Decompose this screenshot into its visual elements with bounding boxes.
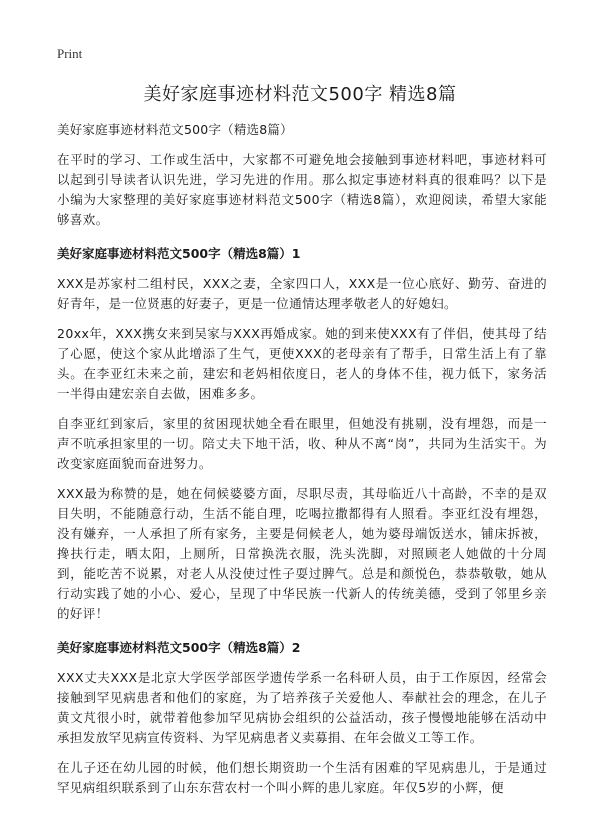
article-body — [57, 120, 547, 808]
section-2-paragraph-2: 在儿子还在幼儿园的时候，他们想长期资助一个生活有困难的罕见病患儿，于是通过罕见病组织联系到了山东东营农村一个叫小辉的患儿家庭。年仅5岁的小辉，便 — [57, 760, 547, 795]
section-1-paragraph-3: 自李亚红到家后，家里的贫困现状她全看在眼里，但她没有挑剔，没有埋怨，而是一声不吭承担家里的一切。陪丈夫下地干活，收、种从不离“岗”，共同为生活实干。为改变家庭面貌而奋进努力。 — [57, 416, 547, 471]
section-2-paragraph-1: XXX丈夫XXX是北京大学医学部医学遗传学系一名科研人员，由于工作原因，经常会接触到罕见病患者和他们的家庭，为了培养孩子关爱他人、奉献社会的理念，在儿子黄文芃很小时，就带着他参加罕见病协会组织的公益活动，孩子慢慢地能够在活动中承担发放罕见病宣传资料、为罕见病患者义卖募捐、在年会做义工等工作。 — [57, 670, 547, 745]
section-1-paragraph-1: XXX是苏家村二组村民，XXX之妻，全家四口人，XXX是一位心底好、勤劳、奋进的好青年，是一位贤惠的好妻子，更是一位通情达理孝敬老人的好媳妇。 — [57, 276, 547, 311]
section-heading-1: 美好家庭事迹材料范文500字（精选8篇）1 — [57, 246, 301, 261]
print-link[interactable]: Print — [57, 46, 83, 61]
page-title: 美好家庭事迹材料范文500字 精选8篇 — [143, 84, 457, 105]
section-heading-2: 美好家庭事迹材料范文500字（精选8篇）2 — [57, 640, 301, 655]
section-1-paragraph-4: XXX最为称赞的是，她在伺候婆婆方面，尽职尽责，其母临近八十高龄，不幸的是双目失明，不能随意行动，生活不能自理，吃喝拉撒都得有人照看。李亚红没有埋怨，没有嫌弃，一人承担了所有家务，主要是伺候老人，她为婆母端饭送水，铺床拆被，搀扶行走，晒太阳，上厕所，日常换洗衣服，洗头洗脚，对照顾老人她做的十分周到，能吃苦不说累，对老人从没使过性子耍过脾气。总是和颜悦色，恭恭敬敬，她从行动实践了她的小心、爱心，呈现了中华民族一代新人的传统美德，受到了邻里乡亲的好评！ — [57, 486, 547, 621]
intro-paragraph: 在平时的学习、工作或生活中，大家都不可避免地会接触到事迹材料吧，事迹材料可以起到引导读者认识先进，学习先进的作用。那么拟定事迹材料真的很难吗？以下是小编为大家整理的美好家庭事迹材料范文500字（精选8篇），欢迎阅读，希望大家能够喜欢。 — [57, 152, 547, 227]
section-1-paragraph-2: 20xx年，XXX携女来到吴家与XXX再婚成家。她的到来使XXX有了伴侣，使其母了结了心愿，使这个家从此增添了生气，更使XXX的老母亲有了帮手，日常生活上有了靠头。在李亚红未来之前，建宏和老妈相依度日，老人的身体不佳，视力低下，家务活一半得由建宏亲自去做，困难多多。 — [57, 326, 547, 401]
article-subtitle: 美好家庭事迹材料范文500字（精选8篇） — [57, 122, 293, 137]
